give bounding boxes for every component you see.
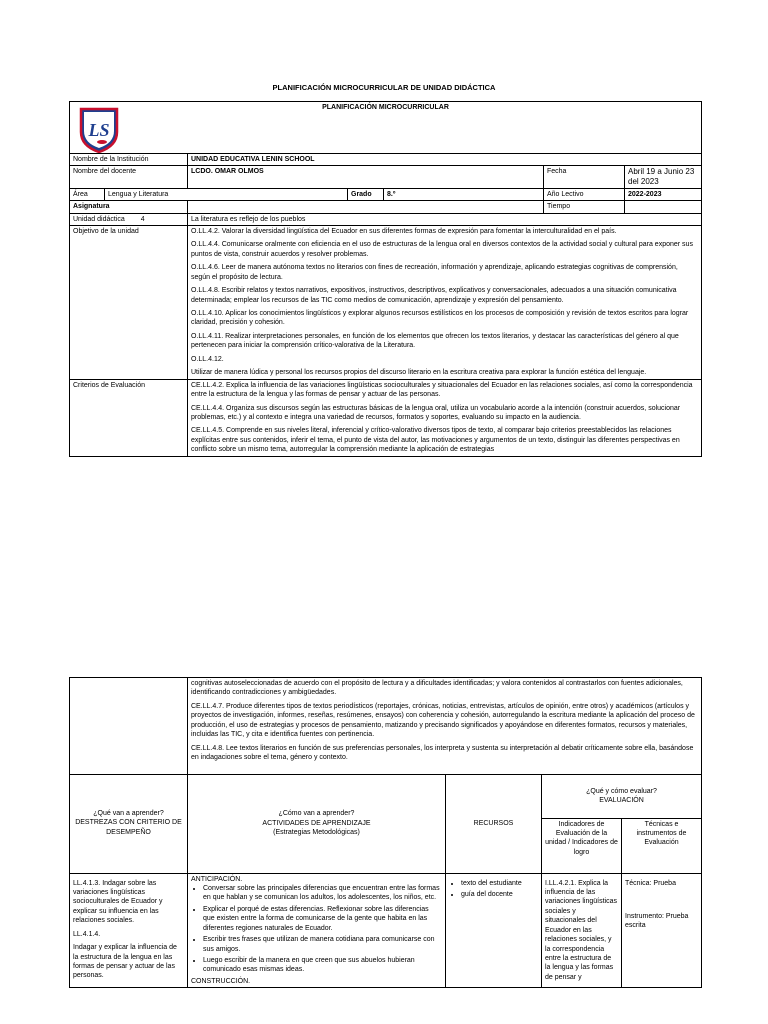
date-label: Fecha — [544, 166, 625, 188]
skill-item: Indagar y explicar la influencia de la estructura de la lengua en las formas de pensar y actuar de las personas. — [73, 944, 177, 980]
year-label: Año Lectivo — [544, 188, 625, 200]
activities-question: ¿Cómo van a aprender? — [278, 810, 355, 818]
criterion-item: CE.LL.4.5. Comprende en sus niveles literal, inferencial y crítico-valorativo diversos tipos de texto, al comparar bajo criterios preestablecidos las relaciones explícitas entre sus contenidos, inferir el tema, el punto de vista del autor, las motivaciones y argumentos de un texto, distinguir las diferentes perspectivas en conflicto sobre un mismo tema, autorregular la comprensión mediante la aplicación de estrategias — [191, 427, 680, 454]
criterion-item: CE.LL.4.8. Lee textos literarios en función de sus preferencias personales, los interpreta y sustenta su interpretación al debatir críticamente sobre ella, basándose en indagaciones sobre el tema, género y contexto. — [191, 744, 694, 762]
objective-item: O.LL.4.2. Valorar la diversidad lingüística del Ecuador en sus diferentes formas de expresión para fomentar la interculturalidad en el país. — [191, 227, 617, 235]
time-value — [625, 201, 702, 213]
activities-title: ACTIVIDADES DE APRENDIZAJE — [262, 819, 371, 827]
criterion-item: cognitivas autoseleccionadas de acuerdo con el propósito de lectura y a dificultades identificadas; y valora contenidos al contrastarlos con fuentes adicionales, identificando contradicciones y ambigüedades. — [191, 680, 683, 697]
activity-item: • Escribir tres frases que utilizan de manera cotidiana para comunicarse con sus amigos. — [203, 935, 442, 954]
date-value: Abril 19 a Junio 23 del 2023 — [625, 166, 702, 188]
activities-list — [191, 884, 442, 975]
criteria-label: Criterios de Evaluación — [70, 379, 188, 456]
objective-item: O.LL.4.11. Realizar interpretaciones personales, en función de los elementos que ofrecen los textos literarios, y destacar las características del género al que pertenecen para iniciar la comprensión crítico-valorativa de la Literatura. — [191, 332, 679, 350]
planning-subtitle: PLANIFICACIÓN MICROCURRICULAR — [322, 104, 449, 111]
subject-label: Asignatura — [70, 201, 188, 213]
skills-header — [70, 774, 188, 873]
instrument-text: Instrumento: Prueba escrita — [625, 912, 689, 930]
technique-cell — [622, 873, 702, 988]
construction-label: CONSTRUCCIÓN. — [191, 977, 251, 985]
activities-header — [188, 774, 446, 873]
objective-item: O.LL.4.12. — [191, 355, 224, 363]
skills-cell — [70, 873, 188, 988]
resource-item: • guía del docente — [461, 890, 538, 899]
area-value: Lengua y Literatura — [105, 188, 348, 200]
resources-header: RECURSOS — [446, 774, 542, 873]
skill-item: LL.4.1.4. — [73, 930, 101, 938]
logo-lettering: LS — [88, 120, 110, 140]
resources-cell — [446, 873, 542, 988]
objective-label: Objetivo de la unidad — [70, 225, 188, 379]
header-cell — [70, 102, 702, 154]
institution-value: UNIDAD EDUCATIVA LENIN SCHOOL — [188, 154, 702, 166]
planning-header-table — [69, 101, 702, 457]
objective-item: O.LL.4.8. Escribir relatos y textos narrativos, expositivos, instructivos, descriptivos, explicativos y conversacionales, adecuados a una situación comunicativa determinada; emplear los recursos de las TIC como medios de comunicación, aprendizaje y expresión del pensamiento. — [191, 287, 677, 304]
activity-item: • Explicar el porqué de estas diferencias. Reflexionar sobre las diferencias que existen entre la forma de comunicarse de la gente que habita en las diferentes regiones naturales de Ecuador. — [203, 905, 442, 933]
grade-label: Grado — [348, 188, 384, 200]
teacher-label: Nombre del docente — [70, 166, 188, 188]
objective-item: O.LL.4.6. Leer de manera autónoma textos no literarios con fines de recreación, información y aprendizaje, aplicando estrategias cognitivas de comprensión, según el propósito de lectura. — [191, 264, 678, 281]
planning-activities-table — [69, 677, 702, 988]
technique-text: Técnica: Prueba — [625, 879, 676, 887]
criteria-continued-label — [70, 678, 188, 775]
skill-item: LL.4.1.3. Indagar sobre las variaciones lingüísticas socioculturales de Ecuador y explicar su influencia en las relaciones sociales. — [73, 879, 163, 925]
activity-item: • Conversar sobre las principales diferencias que encuentran entre las formas en que hablan y se comunican los adultos, los adolescentes, los niños, etc. — [203, 884, 442, 903]
skills-title: DESTREZAS CON CRITERIO DE DESEMPEÑO — [75, 819, 182, 836]
indicator-text: I.LL.4.2.1. Explica la influencia de las variaciones lingüísticas sociales y situacionales del Ecuador en las relaciones sociales, y la correspondencia entre la estructura de la lengua y las formas de pensar y — [545, 879, 617, 981]
activity-item: • Luego escribir de la manera en que creen que sus abuelos hubieran comunicado esas mismas ideas. — [203, 956, 442, 975]
subject-value — [188, 201, 544, 213]
indicators-header: Indicadores de Evaluación de la unidad / Indicadores de logro — [542, 818, 622, 873]
resource-item: • texto del estudiante — [461, 879, 538, 888]
resources-list — [449, 879, 538, 900]
criterion-item: CE.LL.4.2. Explica la influencia de las variaciones lingüísticas socioculturales y situacionales del Ecuador en las relaciones sociales, así como la correspondencia entre la estructura de la lengua y las formas de pensar y actuar de las personas. — [191, 381, 693, 399]
grade-value: 8.º — [384, 188, 544, 200]
institution-label: Nombre de la Institución — [70, 154, 188, 166]
objectives-cell — [188, 225, 702, 379]
unit-value: La literatura es reflejo de los pueblos — [188, 213, 702, 225]
indicator-cell — [542, 873, 622, 988]
techniques-header: Técnicas e instrumentos de Evaluación — [622, 818, 702, 873]
objective-item: O.LL.4.4. Comunicarse oralmente con eficiencia en el uso de estructuras de la lengua oral en diversos contextos de la actividad social y cultural para exponer sus puntos de vista, construir acuerdos y resolver problemas. — [191, 241, 693, 258]
criterion-item: CE.LL.4.7. Produce diferentes tipos de textos periodísticos (reportajes, crónicas, noticias, entrevistas, artículos de opinión, entre otros) y académicos (artículos y proyectos de investigación, informes, reseñas, resúmenes, ensayos) con coherencia y cohesión, autorregulando la escritura mediante la aplicación del proceso de producción, el uso de estrategias y procesos de pensamiento, matizando y precisando significados y apoyándose en diferentes formatos, recursos y materiales, incluidas las TIC, y cita e identifica fuentes con pertinencia. — [191, 702, 695, 739]
activities-cell — [188, 873, 446, 988]
activities-subtitle: (Estrategias Metodológicas) — [273, 829, 360, 837]
unit-label-cell — [70, 213, 188, 225]
document-title: PLANIFICACIÓN MICROCURRICULAR DE UNIDAD DIDÁCTICA — [272, 83, 496, 92]
criteria-continued-cell — [188, 678, 702, 775]
anticipation-label: ANTICIPACIÓN. — [191, 875, 243, 883]
evaluation-header — [542, 774, 702, 818]
skills-question: ¿Qué van a aprender? — [93, 809, 164, 817]
objective-item: O.LL.4.10. Aplicar los conocimientos lingüísticos y explorar algunos recursos estilísticos en los procesos de composición y revisión de textos escritos para lograr claridad, precisión y cohesión. — [191, 310, 689, 327]
year-value: 2022-2023 — [625, 188, 702, 200]
unit-number: 4 — [140, 215, 145, 223]
time-label: Tiempo — [544, 201, 625, 213]
evaluation-question: ¿Qué y cómo evaluar? — [586, 787, 657, 795]
evaluation-title: EVALUACIÓN — [599, 797, 644, 804]
criteria-cell — [188, 379, 702, 456]
objective-item: Utilizar de manera lúdica y personal los recursos propios del discurso literario en la escritura creativa para explorar la función estética del lenguaje. — [191, 369, 647, 377]
unit-label: Unidad didáctica — [73, 215, 125, 223]
criterion-item: CE.LL.4.4. Organiza sus discursos según las estructuras básicas de la lengua oral, utiliza un vocabulario acorde a la intención (construir acuerdos, solucionar problemas, etc.) y al contexto e integra una variedad de recursos, formatos y soportes, evaluando su impacto en la audiencia. — [191, 404, 681, 421]
school-logo — [78, 106, 120, 154]
teacher-value: LCDO. OMAR OLMOS — [188, 166, 544, 188]
area-label: Área — [70, 188, 105, 200]
